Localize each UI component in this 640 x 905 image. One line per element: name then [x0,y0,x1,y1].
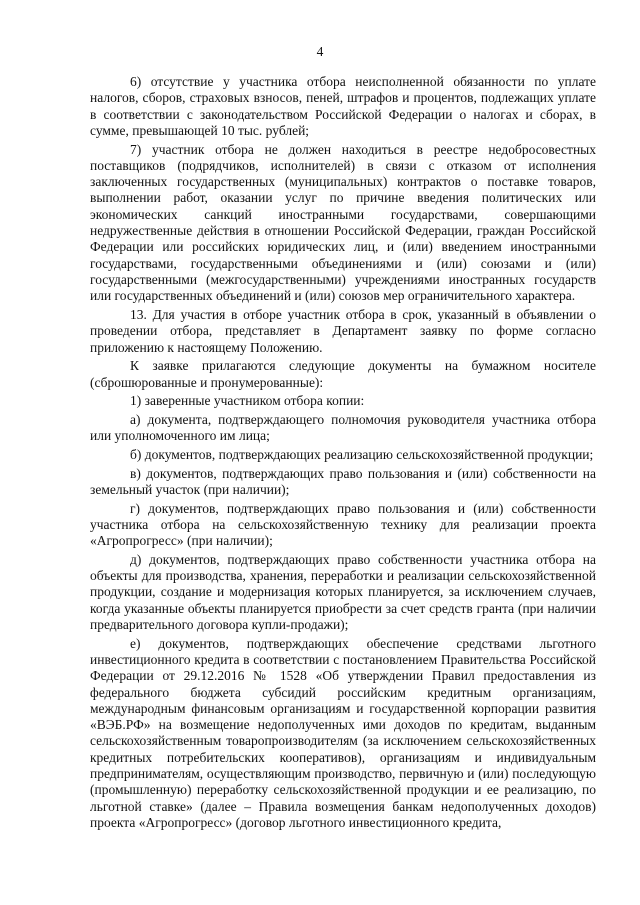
paragraph-subitem-b: б) документов, подтверждающих реализацию сельскохозяйственной продукции; [130,446,594,462]
paragraph-copies-heading: 1) заверенные участником отбора копии: [130,393,365,409]
paragraph-subitem-a: а) документа, подтверждающего полномочия руководителя участника отбора или уполномоченного им лица; [90,411,596,444]
paragraph-attachments-intro: К заявке прилагаются следующие документы на бумажном носителе (сброшюрованные и пронумерованные): [90,358,596,390]
paragraph-item-6: 6) отсутствие у участника отбора неисполненной обязанности по уплате налогов, сборов, страховых взносов, пеней, штрафов и процентов, подлежащих уплате в соответствии с законодательством Российской Федерации о налогах и сборах, в сумме, превышающей 10 тыс. рублей; [90,74,596,138]
paragraph-subitem-d: д) документов, подтверждающих право собственности участника отбора на объекты для производства, хранения, переработки и реализации сельскохозяйственной продукции, создание и модернизация которых планируется, за исключением случаев, когда указанные объекты планируется приобрести за счет средств гранта (при наличии предварительного договора купли-продажи); [90,551,596,633]
paragraph-subitem-v: в) документов, подтверждающих право пользования и (или) собственности на земельный участок (при наличии); [90,465,596,497]
page-number: 4 [316,44,324,59]
paragraph-item-7: 7) участник отбора не должен находиться в реестре недобросовестных поставщиков (подрядчиков, исполнителей) в связи с отказом от исполнения заключенных государственных (муниципальных) контрактов о поставке товаров, выполнении работ, оказании услуг по причине введения политических или экономических санкций иностранными государствами, совершающими недружественные действия в отношении Российской Федерации, граждан Российской Федерации или российских юридических лиц, и (или) введением иностранными государствами, государственными объединениями и (или) союзами и (или) государственными (межгосударственными) учреждениями иностранных государств или государственных объединений и (или) союзов мер ограничительного характера. [90,141,596,304]
paragraph-subitem-e: е) документов, подтверждающих обеспечение средствами льготного инвестиционного кредита в соответствии с постановлением Правительства Российской Федерации от 29.12.2016 № 1528 «Об утверждении Правил предоставления из федерального бюджета субсидий российским кредитным организациям, международным финансовым организациям и государственной корпорации развития «ВЭБ.РФ» на возмещение недополученных ими доходов по кредитам, выданным сельскохозяйственным товаропроизводителям (за исключением сельскохозяйственных кредитных потребительских кооперативов), организациям и индивидуальным предпринимателям, осуществляющим производство, первичную и (или) последующую (промышленную) переработку сельскохозяйственной продукции и ее реализацию, по льготной ставке» (далее – Правила возмещения банкам недополученных доходов) проекта «Агропрогресс» (договор льготного инвестиционного кредита, [90,635,596,830]
paragraph-subitem-g: г) документов, подтверждающих право пользования и (или) собственности участника отбора на сельскохозяйственную технику для реализации проекта «Агропрогресс» (при наличии); [90,500,596,549]
paragraph-section-13: 13. Для участия в отборе участник отбора в срок, указанный в объявлении о проведении отбора, представляет в Департамент заявку по форме согласно приложению к настоящему Положению. [90,306,596,355]
document-body [90,74,596,834]
